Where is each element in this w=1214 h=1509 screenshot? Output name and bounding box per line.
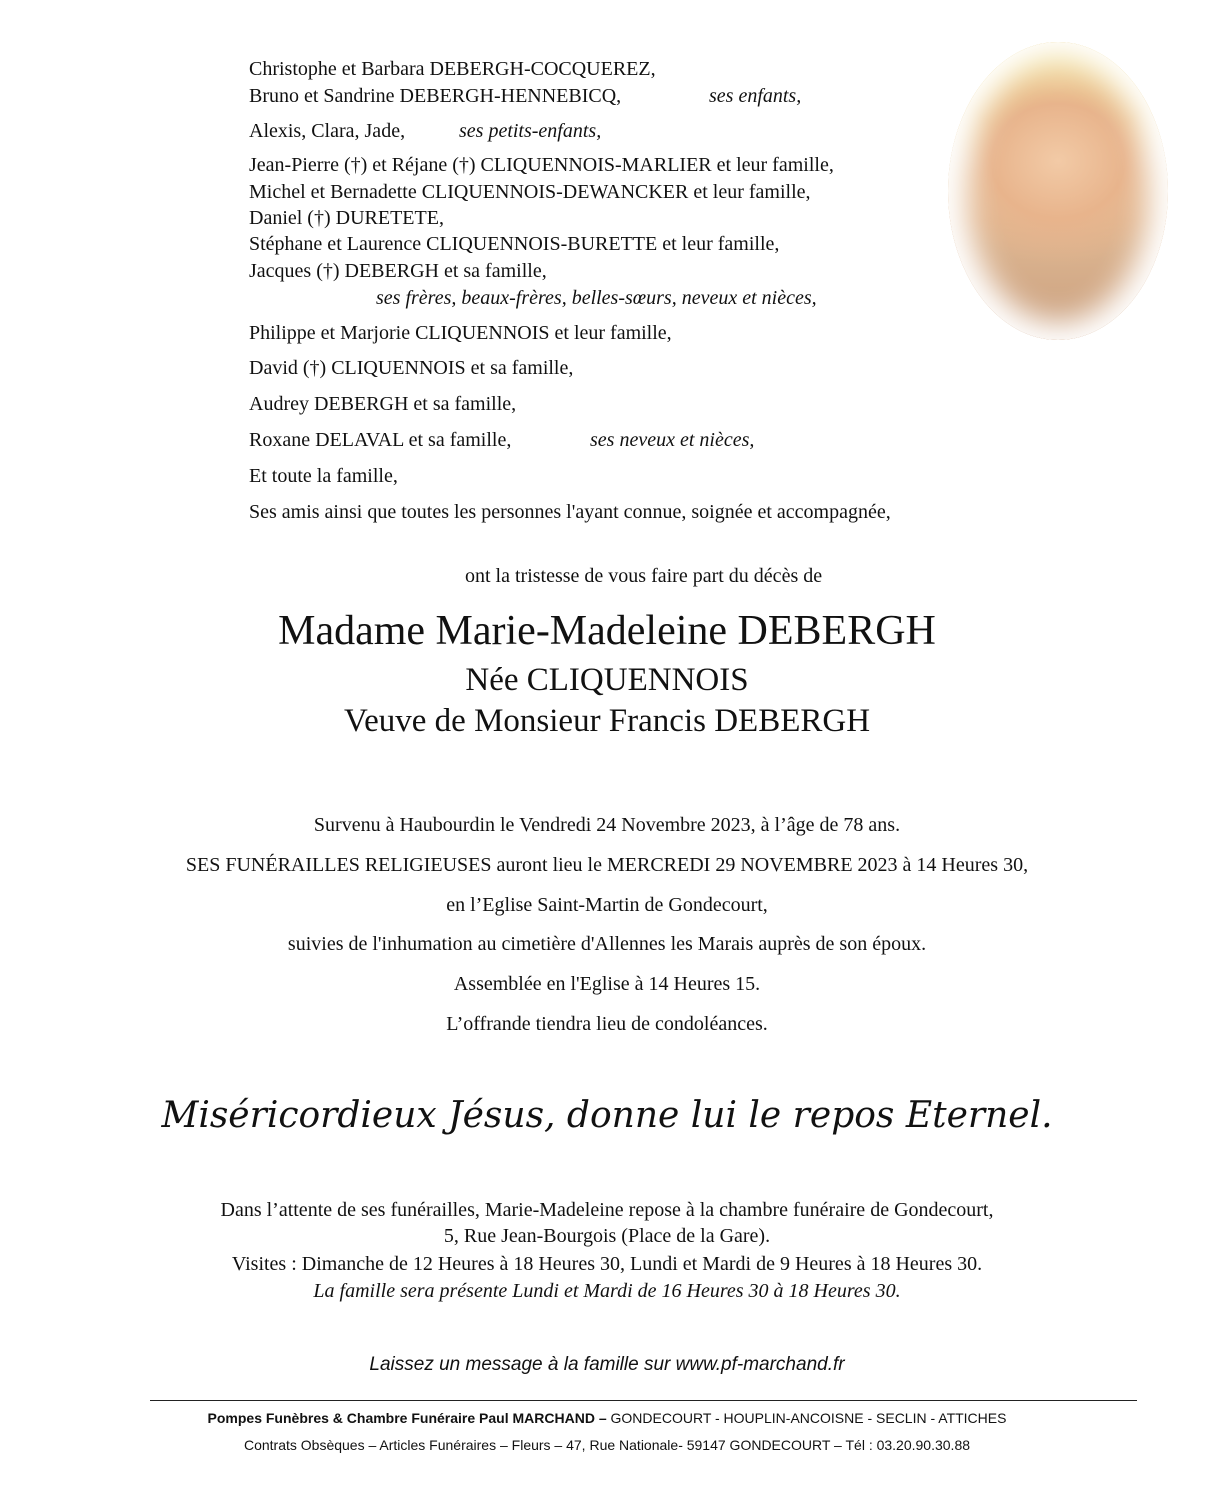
- family-line: Bruno et Sandrine DEBERGH-HENNEBICQ,: [249, 85, 622, 107]
- detail-line: en l’Eglise Saint-Martin de Gondecourt,: [446, 894, 768, 916]
- footer-company-line: [0, 1408, 1214, 1428]
- detail-line: suivies de l'inhumation au cimetière d'Allennes les Marais auprès de son époux.: [287, 933, 927, 955]
- website-message: Laissez un message à la famille sur www.pf-marchand.fr: [369, 1354, 845, 1375]
- detail-line: SES FUNÉRAILLES RELIGIEUSES auront lieu le MERCREDI 29 NOVEMBRE 2023 à 14 Heures 30,: [185, 854, 1029, 876]
- family-role: ses petits-enfants,: [459, 120, 602, 142]
- family-line: Et toute la famille,: [249, 465, 398, 487]
- deceased-photo: [948, 42, 1168, 340]
- family-line: Alexis, Clara, Jade,: [249, 120, 406, 142]
- announce-text: ont la tristesse de vous faire part du décès de: [465, 565, 823, 587]
- deceased-birth-name: Née CLIQUENNOIS: [465, 662, 749, 698]
- detail-line: Assemblée en l'Eglise à 14 Heures 15.: [453, 973, 761, 995]
- family-role: ses frères, beaux-frères, belles-sœurs, neveux et nièces,: [376, 287, 817, 309]
- visit-line: Dans l’attente de ses funérailles, Marie-Madeleine repose à la chambre funéraire de Gondecourt,: [220, 1199, 994, 1221]
- deceased-name: Madame Marie-Madeleine DEBERGH: [278, 608, 936, 654]
- prayer-verse: Miséricordieux Jésus, donne lui le repos Eternel.: [161, 1095, 1053, 1136]
- footer-locations: GONDECOURT - HOUPLIN-ANCOISNE - SECLIN - ATTICHES: [606, 1410, 1007, 1426]
- family-line: David (†) CLIQUENNOIS et sa famille,: [249, 357, 574, 379]
- footer-company: Pompes Funèbres & Chambre Funéraire Paul MARCHAND –: [207, 1410, 607, 1426]
- family-line: Audrey DEBERGH et sa famille,: [249, 393, 517, 415]
- detail-line: Survenu à Haubourdin le Vendredi 24 Novembre 2023, à l’âge de 78 ans.: [313, 814, 901, 836]
- family-line: Jacques (†) DEBERGH et sa famille,: [249, 260, 547, 282]
- deceased-widow-of: Veuve de Monsieur Francis DEBERGH: [343, 703, 871, 739]
- family-role: ses neveux et nièces,: [590, 429, 755, 451]
- family-line: Christophe et Barbara DEBERGH-COCQUEREZ,: [249, 58, 656, 80]
- visit-line: La famille sera présente Lundi et Mardi de 16 Heures 30 à 18 Heures 30.: [313, 1280, 901, 1302]
- family-line: Michel et Bernadette CLIQUENNOIS-DEWANCKER et leur famille,: [249, 181, 811, 203]
- family-role: ses enfants,: [709, 85, 802, 107]
- family-line: Daniel (†) DURETETE,: [249, 207, 444, 229]
- family-line: Roxane DELAVAL et sa famille,: [249, 429, 512, 451]
- visit-line: Visites : Dimanche de 12 Heures à 18 Heures 30, Lundi et Mardi de 9 Heures à 18 Heures 30.: [231, 1253, 983, 1275]
- visit-line: 5, Rue Jean-Bourgois (Place de la Gare).: [443, 1225, 771, 1247]
- footer-services: Contrats Obsèques – Articles Funéraires – Fleurs – 47, Rue Nationale- 59147 GONDECOURT – Tél : 03.20.90.30.88: [243, 1437, 971, 1453]
- detail-line: L’offrande tiendra lieu de condoléances.: [446, 1013, 768, 1035]
- family-line: Stéphane et Laurence CLIQUENNOIS-BURETTE et leur famille,: [249, 233, 780, 255]
- footer-divider: [150, 1400, 1137, 1401]
- family-line: Ses amis ainsi que toutes les personnes l'ayant connue, soignée et accompagnée,: [249, 501, 891, 523]
- family-line: Philippe et Marjorie CLIQUENNOIS et leur famille,: [249, 322, 672, 344]
- family-line: Jean-Pierre (†) et Réjane (†) CLIQUENNOIS-MARLIER et leur famille,: [249, 154, 834, 176]
